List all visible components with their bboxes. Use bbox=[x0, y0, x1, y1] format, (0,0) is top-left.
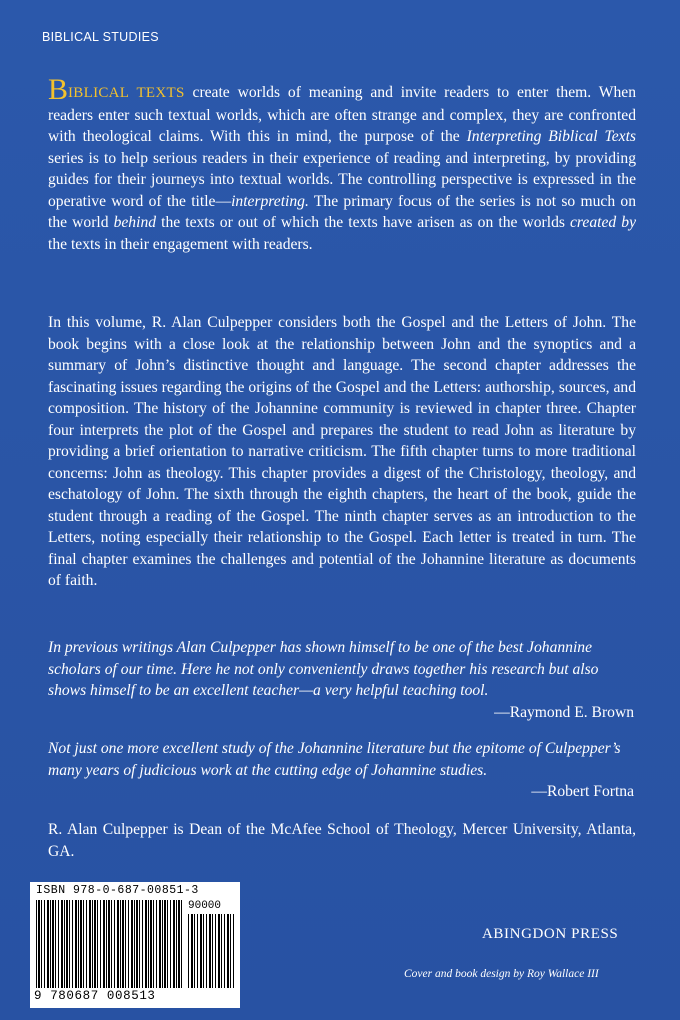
book-summary-paragraph: In this volume, R. Alan Culpepper considers both the Gospel and the Letters of John. The book begins with a close look at the relationship between John and the synoptics and a summary of John’s distinctive thought and language. The second chapter addresses the fascinating issues regarding the origins of the Gospel and the Letters: authorship, sources, and composition. The history of the Johannine community is reviewed in chapter three. Chapter four interprets the plot of the Gospel and prepares the student to read John as literature by providing a brief orientation to narrative criticism. The fifth chapter turns to more traditional concerns: John as theology. This chapter provides a digest of the Christology, theology, and eschatology of John. The sixth through the eighth chapters, the heart of the book, guide the student through a reading of the Gospel. The ninth chapter serves as an introduction to the Letters, noting especially their relationship to the Gospel. Each letter is treated in turn. The final chapter examines the challenges and potential of the Johannine literature as documents of faith. bbox=[48, 314, 636, 589]
series-intro-paragraph bbox=[48, 73, 636, 255]
intro-text-1: create worlds of meaning and invite readers to enter them. When readers enter such textual worlds, which are often strange and complex, they are confronted with theological claims. With this in mind, the purpose of the bbox=[48, 84, 636, 145]
intro-text-4: the texts or out of which the texts have arisen as on the worlds bbox=[156, 214, 571, 231]
series-title: Interpreting Biblical Texts bbox=[466, 128, 636, 145]
endorsement-quote: Not just one more excellent study of the Johannine literature but the epitome of Culpepper’s many years of judicious work at the cutting edge of Johannine studies. bbox=[48, 740, 621, 779]
isbn-label: ISBN 978-0-687-00851-3 bbox=[36, 884, 199, 897]
barcode bbox=[30, 882, 240, 1008]
emphasis-behind: behind bbox=[113, 214, 157, 231]
intro-text-3: The primary focus of the series is not so much on the world bbox=[48, 192, 636, 231]
emphasis-word: interpreting. bbox=[231, 192, 309, 210]
endorsement-author: —Raymond E. Brown bbox=[494, 703, 634, 721]
author-bio: R. Alan Culpepper is Dean of the McAfee School of Theology, Mercer University, Atlanta, GA. bbox=[48, 821, 636, 860]
barcode-bars bbox=[36, 900, 184, 988]
endorsement-author: —Robert Fortna bbox=[531, 783, 634, 800]
lead-caps: IBLICAL TEXTS bbox=[68, 85, 185, 101]
emphasis-created-by: created by bbox=[570, 214, 636, 231]
intro-text-2: series is to help serious readers in their experience of reading and interpreting, by providing guides for their journeys into textual worlds. The controlling perspective is expressed in the operative word of the title— bbox=[48, 149, 636, 210]
barcode-addon-bars bbox=[188, 914, 234, 988]
price-code: 90000 bbox=[188, 900, 222, 912]
endorsement-brown bbox=[48, 637, 636, 723]
category-label: BIBLICAL STUDIES bbox=[42, 30, 159, 44]
intro-text-5: the texts in their engagement with readers. bbox=[48, 235, 313, 253]
drop-cap: B bbox=[48, 73, 69, 106]
endorsement-quote: In previous writings Alan Culpepper has shown himself to be one of the best Johannine scholars of our time. Here he not only conveniently draws together his research but also shows himself to be an excellent teacher—a very helpful teaching tool. bbox=[48, 639, 599, 699]
endorsement-fortna bbox=[48, 738, 636, 803]
barcode-digits: 9 780687 008513 bbox=[34, 989, 156, 1003]
design-credit: Cover and book design by Roy Wallace III bbox=[404, 968, 599, 980]
publisher-name: ABINGDON PRESS bbox=[482, 926, 619, 942]
